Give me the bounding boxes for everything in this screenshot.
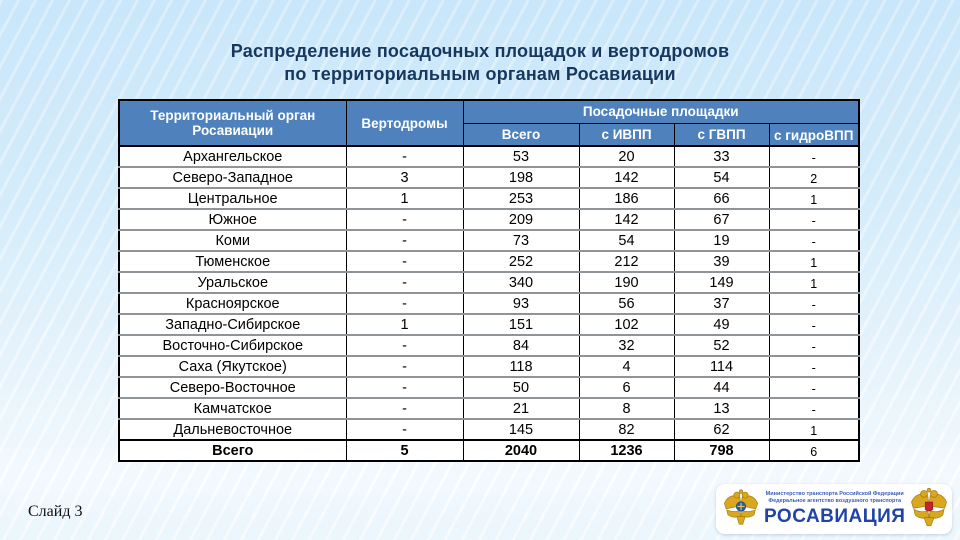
agency-line: Федеральное агентство воздушного транспорта (768, 497, 902, 504)
cell-total: 93 (463, 293, 579, 314)
slide-title-line1: Распределение посадочных площадок и вертодромов (230, 41, 730, 61)
cell-total: 253 (463, 188, 579, 209)
table-row (119, 167, 859, 188)
cell-heliports: - (346, 251, 463, 272)
cell-ivpp: 20 (579, 146, 674, 167)
cell-heliports: - (346, 377, 463, 398)
table-row (119, 419, 859, 440)
cell-total: 73 (463, 230, 579, 251)
cell-gidro: 1 (769, 419, 859, 440)
header-org: Территориальный орган Росавиации (119, 100, 346, 146)
cell-gidro: - (769, 398, 859, 419)
cell-gvpp: 149 (674, 272, 769, 293)
table-row (119, 230, 859, 251)
cell-total: 198 (463, 167, 579, 188)
table-row (119, 314, 859, 335)
cell-heliports: - (346, 146, 463, 167)
header-ivpp: с ИВПП (579, 123, 674, 146)
table-row (119, 377, 859, 398)
table-row (119, 209, 859, 230)
total-gidro: 6 (769, 440, 859, 461)
total-gvpp: 798 (674, 440, 769, 461)
cell-gidro: - (769, 314, 859, 335)
cell-total: 209 (463, 209, 579, 230)
cell-ivpp: 82 (579, 419, 674, 440)
cell-heliports: 1 (346, 314, 463, 335)
cell-total: 118 (463, 356, 579, 377)
cell-heliports: 1 (346, 188, 463, 209)
cell-ivpp: 142 (579, 209, 674, 230)
total-heliports: 5 (346, 440, 463, 461)
cell-ivpp: 102 (579, 314, 674, 335)
total-org: Всего (119, 440, 346, 461)
header-group-landing-sites: Посадочные площадки (463, 100, 859, 123)
cell-org: Саха (Якутское) (119, 356, 346, 377)
rosaviatsia-wordmark: РОСАВИАЦИЯ (764, 505, 906, 527)
cell-gidro: - (769, 146, 859, 167)
cell-total: 340 (463, 272, 579, 293)
header-gvpp: с ГВПП (674, 123, 769, 146)
cell-org: Восточно-Сибирское (119, 335, 346, 356)
cell-org: Южное (119, 209, 346, 230)
cell-ivpp: 190 (579, 272, 674, 293)
logo-text-block (764, 491, 905, 528)
cell-org: Тюменское (119, 251, 346, 272)
cell-gvpp: 13 (674, 398, 769, 419)
cell-gvpp: 114 (674, 356, 769, 377)
russia-coat-of-arms-icon (909, 485, 949, 534)
cell-ivpp: 4 (579, 356, 674, 377)
cell-gidro: - (769, 356, 859, 377)
cell-gidro: 2 (769, 167, 859, 188)
cell-org: Коми (119, 230, 346, 251)
cell-heliports: - (346, 398, 463, 419)
cell-ivpp: 32 (579, 335, 674, 356)
total-row (119, 440, 859, 461)
table-row (119, 356, 859, 377)
total-total: 2040 (463, 440, 579, 461)
cell-gidro: - (769, 209, 859, 230)
cell-ivpp: 186 (579, 188, 674, 209)
cell-total: 145 (463, 419, 579, 440)
slide-title (0, 40, 960, 86)
rosaviatsia-logo (716, 484, 952, 534)
cell-org: Северо-Восточное (119, 377, 346, 398)
cell-total: 21 (463, 398, 579, 419)
cell-heliports: - (346, 272, 463, 293)
cell-gidro: 1 (769, 272, 859, 293)
slide-number-label: Слайд 3 (28, 503, 83, 520)
cell-gvpp: 49 (674, 314, 769, 335)
cell-total: 252 (463, 251, 579, 272)
cell-org: Центральное (119, 188, 346, 209)
cell-total: 50 (463, 377, 579, 398)
table-footer (119, 440, 859, 461)
cell-gvpp: 54 (674, 167, 769, 188)
table-row (119, 335, 859, 356)
table-row (119, 188, 859, 209)
transport-ministry-emblem-icon (722, 487, 760, 532)
cell-heliports: 3 (346, 167, 463, 188)
table-header (119, 100, 859, 146)
cell-total: 151 (463, 314, 579, 335)
cell-gidro: - (769, 377, 859, 398)
slide-title-line2: по территориальным органам Росавиации (284, 64, 676, 84)
cell-org: Архангельское (119, 146, 346, 167)
ministry-line: Министерство транспорта Российской Федерации (765, 490, 904, 497)
cell-gvpp: 19 (674, 230, 769, 251)
table-row (119, 293, 859, 314)
cell-ivpp: 142 (579, 167, 674, 188)
cell-gvpp: 67 (674, 209, 769, 230)
table-row (119, 398, 859, 419)
cell-heliports: - (346, 230, 463, 251)
distribution-table (118, 99, 860, 462)
header-heliports: Вертодромы (346, 100, 463, 146)
cell-heliports: - (346, 209, 463, 230)
cell-gidro: - (769, 335, 859, 356)
cell-total: 84 (463, 335, 579, 356)
cell-gidro: 1 (769, 251, 859, 272)
table-row (119, 272, 859, 293)
cell-org: Красноярское (119, 293, 346, 314)
cell-org: Дальневосточное (119, 419, 346, 440)
cell-gvpp: 39 (674, 251, 769, 272)
cell-ivpp: 6 (579, 377, 674, 398)
cell-heliports: - (346, 335, 463, 356)
cell-org: Северо-Западное (119, 167, 346, 188)
cell-gvpp: 44 (674, 377, 769, 398)
table-row (119, 146, 859, 167)
header-gidrovpp: с гидроВПП (769, 123, 859, 146)
cell-gvpp: 37 (674, 293, 769, 314)
cell-gvpp: 66 (674, 188, 769, 209)
cell-org: Уральское (119, 272, 346, 293)
cell-gidro: 1 (769, 188, 859, 209)
cell-gidro: - (769, 230, 859, 251)
cell-heliports: - (346, 419, 463, 440)
cell-total: 53 (463, 146, 579, 167)
table-body (119, 146, 859, 440)
cell-gvpp: 52 (674, 335, 769, 356)
cell-gvpp: 33 (674, 146, 769, 167)
header-total: Всего (463, 123, 579, 146)
cell-ivpp: 56 (579, 293, 674, 314)
cell-gidro: - (769, 293, 859, 314)
cell-ivpp: 54 (579, 230, 674, 251)
cell-ivpp: 8 (579, 398, 674, 419)
cell-heliports: - (346, 293, 463, 314)
cell-org: Камчатское (119, 398, 346, 419)
cell-gvpp: 62 (674, 419, 769, 440)
total-ivpp: 1236 (579, 440, 674, 461)
cell-ivpp: 212 (579, 251, 674, 272)
table-row (119, 251, 859, 272)
cell-org: Западно-Сибирское (119, 314, 346, 335)
cell-heliports: - (346, 356, 463, 377)
